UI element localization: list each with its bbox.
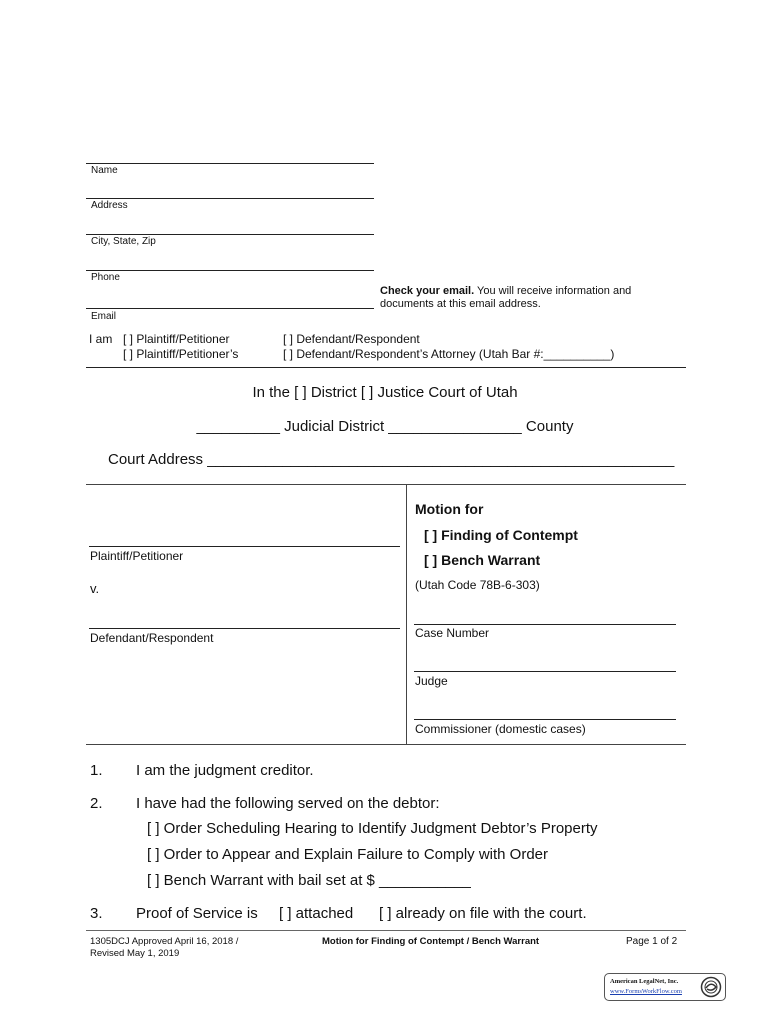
judicial-district-line: __________ Judicial District ________________ County xyxy=(196,418,574,435)
defendant-checkbox[interactable]: [ ] Defendant/Respondent xyxy=(283,332,420,346)
commissioner-label: Commissioner (domestic cases) xyxy=(415,722,586,736)
page-number: Page 1 of 2 xyxy=(626,936,678,947)
logo-company: American LegalNet, Inc. xyxy=(610,978,679,985)
defendant-line xyxy=(89,628,400,629)
item-2-number: 2. xyxy=(90,795,103,812)
contempt-option[interactable]: [ ] Finding of Contempt xyxy=(424,527,578,543)
case-number-label: Case Number xyxy=(415,626,490,640)
judge-label: Judge xyxy=(415,674,448,688)
plaintiff-line xyxy=(89,546,400,547)
address-label: Address xyxy=(91,200,128,211)
versus-label: v. xyxy=(90,581,100,596)
court-type-line: In the [ ] District [ ] Justice Court of Utah xyxy=(252,384,518,401)
form-id-line1: 1305DCJ Approved April 16, 2018 / xyxy=(90,936,239,947)
motion-title: Motion for xyxy=(415,501,484,517)
judge-line xyxy=(414,671,676,672)
seal-icon xyxy=(700,976,722,998)
caption-top-border xyxy=(86,484,686,485)
form-id-line2: Revised May 1, 2019 xyxy=(90,948,180,959)
logo-url[interactable]: www.FormsWorkFlow.com xyxy=(610,988,682,995)
city-label: City, State, Zip xyxy=(91,236,156,247)
email-line xyxy=(86,308,374,309)
order-scheduling-option[interactable]: [ ] Order Scheduling Hearing to Identify Judgment Debtor’s Property xyxy=(147,820,598,837)
footer-title: Motion for Finding of Contempt / Bench Warrant xyxy=(322,936,540,947)
order-to-appear-option[interactable]: [ ] Order to Appear and Explain Failure to Comply with Order xyxy=(147,846,549,863)
bench-warrant-option[interactable]: [ ] Bench Warrant xyxy=(424,552,541,568)
email-label: Email xyxy=(91,311,117,322)
caption-divider xyxy=(406,484,407,744)
city-line xyxy=(86,234,374,235)
email-note-line2: documents at this email address. xyxy=(380,298,541,310)
commissioner-line xyxy=(414,719,676,720)
party-divider xyxy=(86,367,686,368)
email-note xyxy=(380,285,631,297)
caption-bottom-border xyxy=(86,744,686,745)
name-label: Name xyxy=(91,165,118,176)
defendant-attorney-checkbox[interactable]: [ ] Defendant/Respondent’s Attorney (Utah Bar #:__________) xyxy=(283,347,615,361)
plaintiff-checkbox[interactable]: [ ] Plaintiff/Petitioner xyxy=(123,332,230,346)
proof-attached-option[interactable]: [ ] attached xyxy=(279,905,354,922)
footer-divider xyxy=(86,930,686,931)
court-address-line: Court Address ________________________________________________________ xyxy=(108,451,675,468)
plaintiff-attorney-checkbox[interactable]: [ ] Plaintiff/Petitioner’s xyxy=(123,347,239,361)
item-1-number: 1. xyxy=(90,762,103,779)
legalnet-logo[interactable] xyxy=(604,973,726,1001)
item-2-text: I have had the following served on the debtor: xyxy=(136,795,440,812)
bench-warrant-bail-option[interactable]: [ ] Bench Warrant with bail set at $ ___________ xyxy=(147,872,471,889)
defendant-label: Defendant/Respondent xyxy=(90,631,214,645)
plaintiff-label: Plaintiff/Petitioner xyxy=(90,549,184,563)
i-am-label: I am xyxy=(89,332,113,346)
item-3-text: Proof of Service is xyxy=(136,905,258,922)
item-3-number: 3. xyxy=(90,905,103,922)
address-line xyxy=(86,198,374,199)
name-line xyxy=(86,163,374,164)
proof-on-file-option[interactable]: [ ] already on file with the court. xyxy=(379,905,587,922)
phone-line xyxy=(86,270,374,271)
email-note-bold: Check your email. xyxy=(380,285,475,297)
email-note-rest: You will receive information and xyxy=(474,285,632,297)
case-number-line xyxy=(414,624,676,625)
item-1-text: I am the judgment creditor. xyxy=(136,762,314,779)
phone-label: Phone xyxy=(91,272,120,283)
code-reference: (Utah Code 78B-6-303) xyxy=(415,578,540,592)
